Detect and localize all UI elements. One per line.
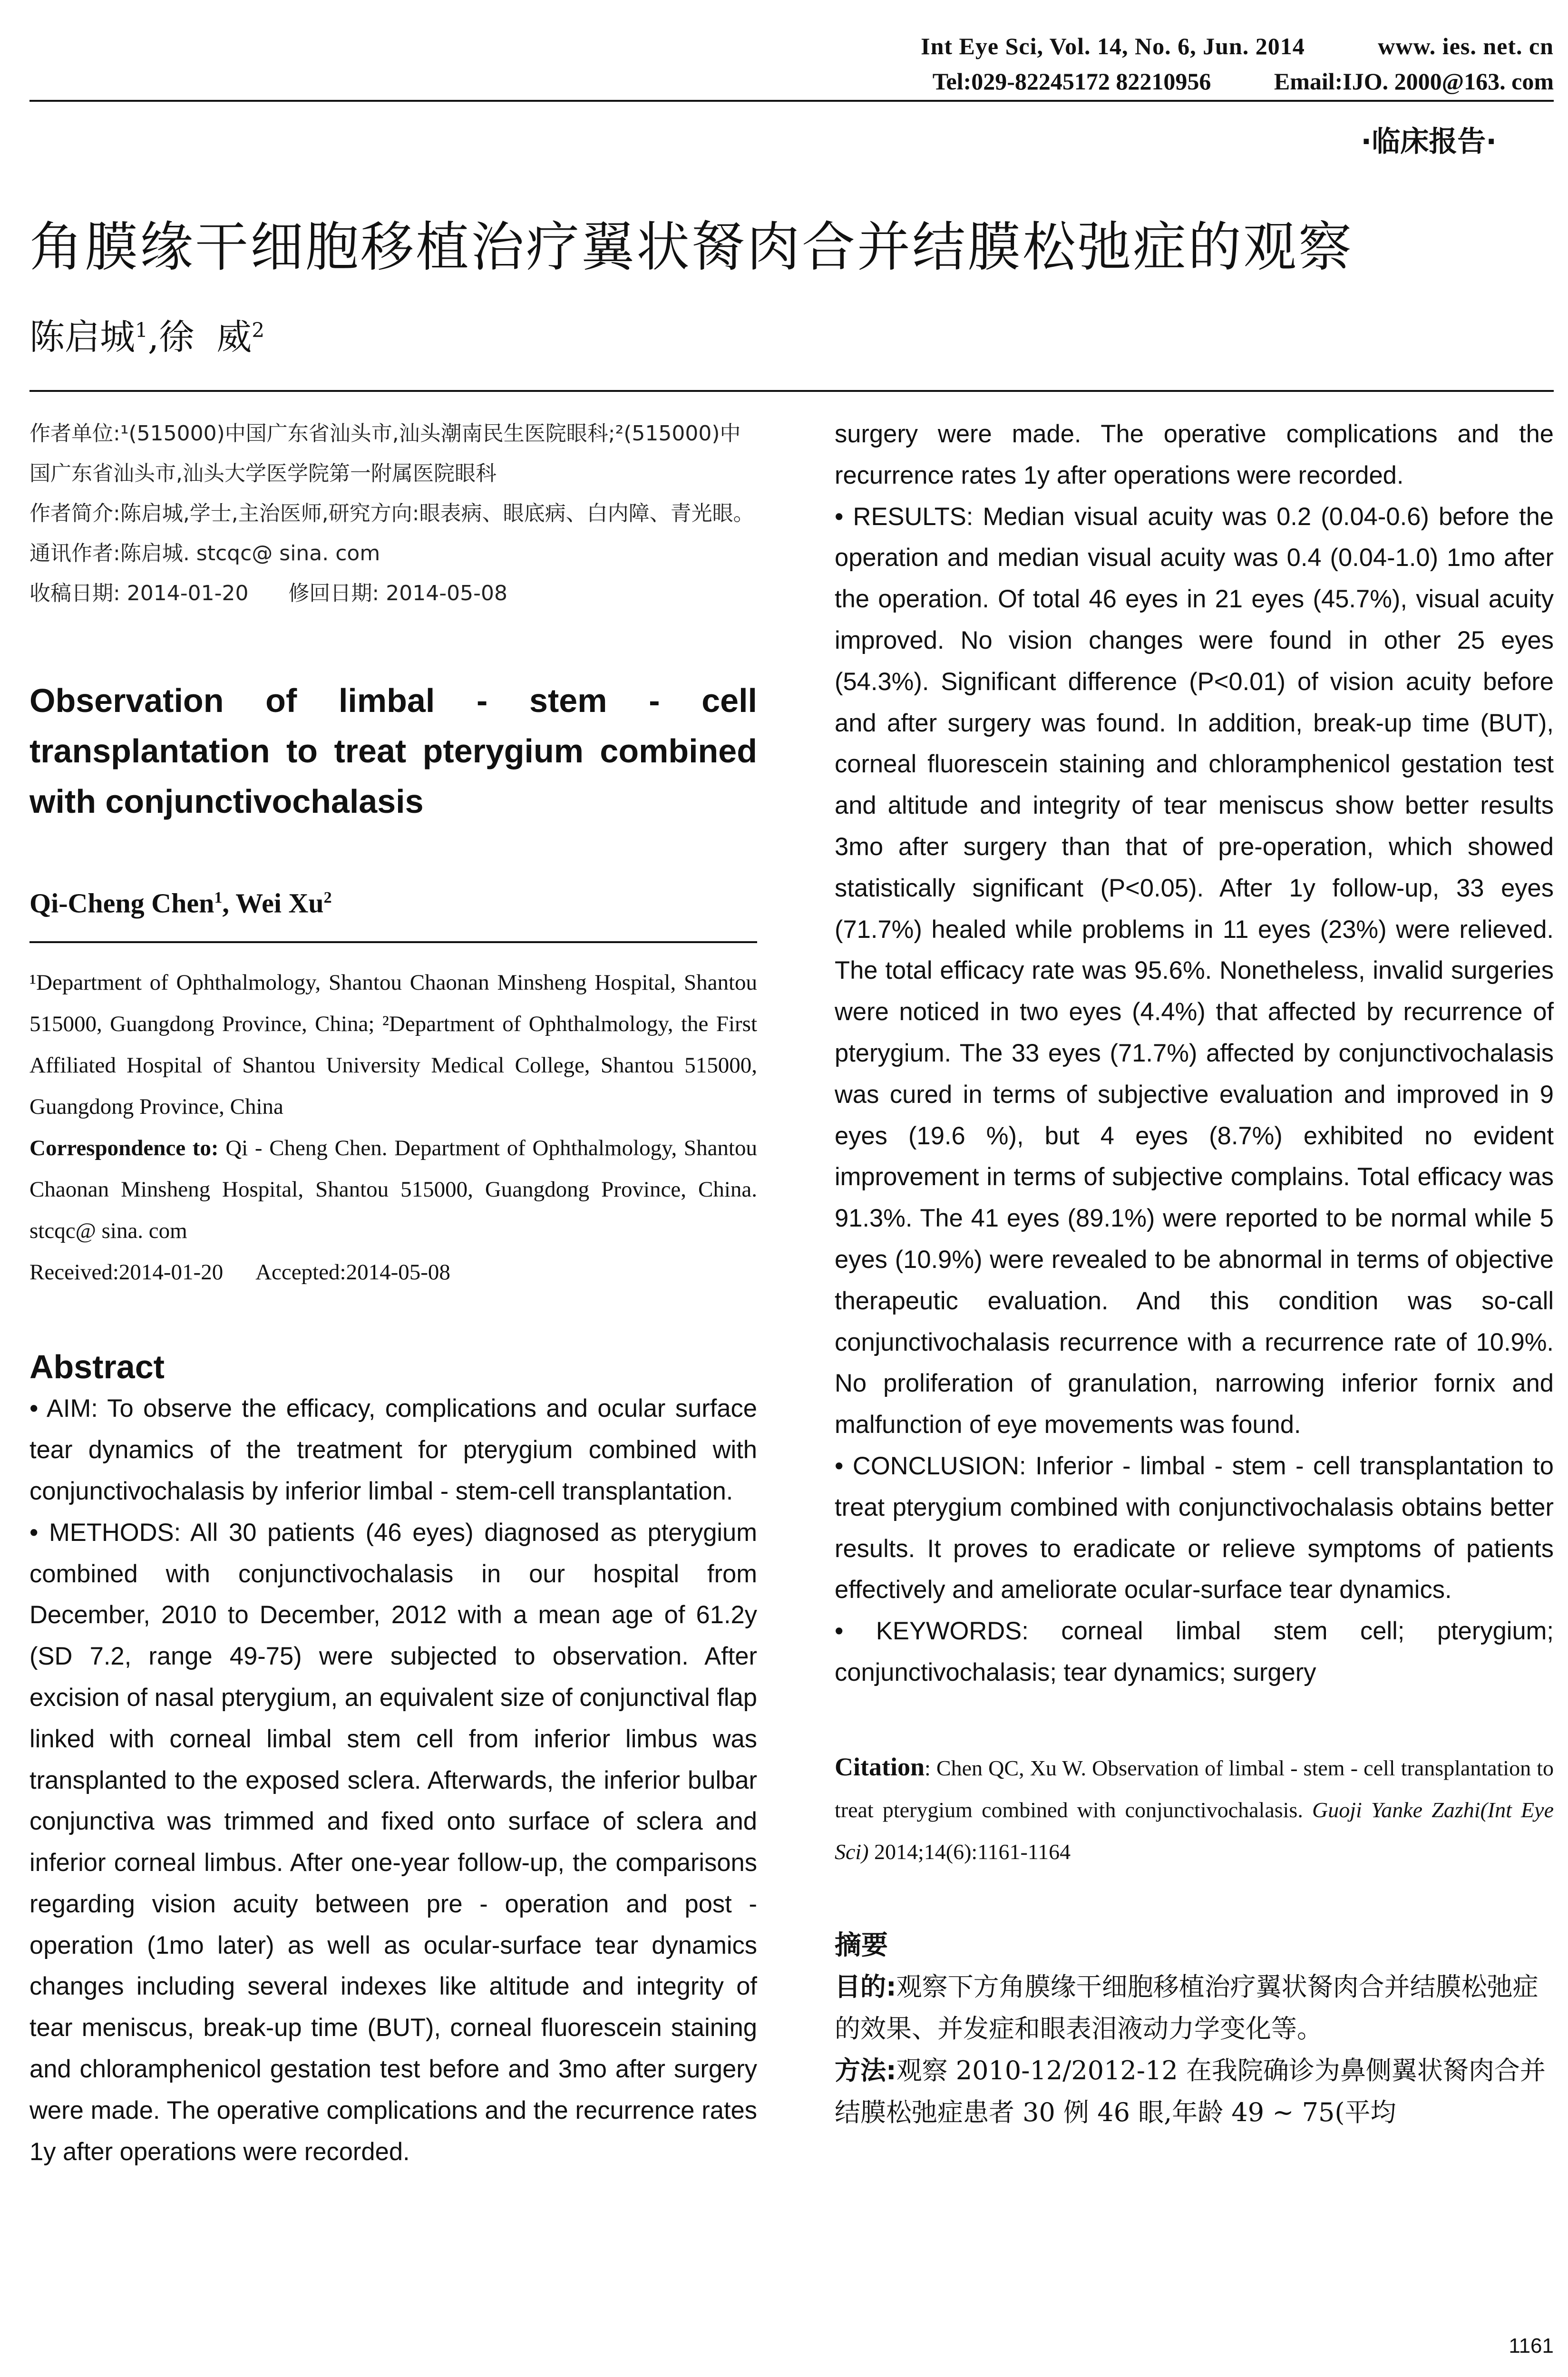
author-separator-en: , — [222, 887, 236, 919]
journal-header — [921, 32, 1554, 60]
methods-label-cn: 方法: — [835, 2055, 896, 2085]
methods-text-cn: 观察 2010-12/2012-12 在我院确诊为鼻侧翼状胬肉合并结膜松弛症患者 30 例 46 眼,年龄 49 ~ 75(平均 — [835, 2055, 1546, 2127]
correspondence-label: Correspondence to: — [29, 1136, 219, 1161]
header-divider — [29, 100, 1554, 102]
abstract-left — [29, 1388, 757, 2172]
authors-en — [29, 879, 757, 922]
abstract-keywords: • KEYWORDS: corneal limbal stem cell; pterygium; conjunctivochalasis; tear dynamics; surgery — [835, 1617, 1554, 1686]
departments-en: ¹Department of Ophthalmology, Shantou Chaonan Minsheng Hospital, Shantou 515000, Guangdong Province, China; ²Department of Ophthalmology, the First Affiliated Hospital of Shantou University Medical College, Shantou 515000, Guangdong Province, China — [29, 970, 757, 1120]
author-1-cn-sup: 1 — [135, 318, 148, 342]
aim-text-cn: 观察下方角膜缘干细胞移植治疗翼状胬肉合并结膜松弛症的效果、并发症和眼表泪液动力学变化等。 — [835, 1971, 1539, 2044]
affiliation-en — [29, 962, 757, 1293]
left-column — [29, 414, 757, 2172]
author-2-en-sup: 2 — [323, 889, 332, 906]
paper-title-en: Observation of limbal - stem - cell transplantation to treat pterygium combined with conjunctivochalasis — [29, 682, 757, 820]
author-2-cn: 徐 威 — [159, 317, 252, 358]
author-bio-cn: 作者简介:陈启城,学士,主治医师,研究方向:眼表病、眼底病、白内障、青光眼。 — [29, 501, 754, 526]
abstract-cn — [835, 1966, 1554, 2133]
citation-text: : Chen QC, Xu W. Observation of limbal - stem - cell transplantation to treat pterygium combined with conjunctivochalasis. — [835, 1755, 1554, 1822]
paper-title-cn: 角膜缘干细胞移植治疗翼状胬肉合并结膜松弛症的观察 — [29, 216, 1354, 278]
citation-label: Citation — [835, 1752, 925, 1781]
correspondence-text: Qi - Cheng Chen. Department of Ophthalmology, Shantou Chaonan Minsheng Hospital, Shantou 515000, Guangdong Province, China. stcqc@ sina. com — [29, 1136, 757, 1244]
page-number: 1161 — [1509, 2334, 1554, 2358]
journal-url[interactable]: www. ies. net. cn — [1378, 33, 1554, 59]
title-divider — [29, 390, 1554, 392]
author-2-en: Wei Xu — [235, 887, 324, 919]
abstract-conclusion: • CONCLUSION: Inferior - limbal - stem - cell transplantation to treat pterygium combined with conjunctivochalasis obtains better results. It proves to eradicate or relieve symptoms of patients effectively and ameliorate ocular-surface tear dynamics. — [835, 1452, 1554, 1604]
author-1-en: Qi-Cheng Chen — [29, 887, 214, 919]
corresponding-author-cn: 通讯作者:陈启城. stcqc@ sina. com — [29, 541, 380, 565]
abstract-methods-cn — [835, 2050, 1554, 2133]
affiliation-cn — [29, 414, 757, 614]
abstract-methods: • METHODS: All 30 patients (46 eyes) diagnosed as pterygium combined with conjunctivochalasis in our hospital from December, 2010 to December, 2012 with a mean age of 61.2y (SD 7.2, range 49-75) were subjected to observation. After excision of nasal pterygium, an equivalent size of conjunctival flap linked with corneal limbal stem cell from inferior limbus was transplanted to the exposed sclera. Afterwards, the inferior bulbar conjunctiva was trimmed and fixed onto surface of sclera and inferior corneal limbus. After one-year follow-up, the comparisons regarding vision acuity between pre - operation and post - operation (1mo later) as well as ocular-surface tear dynamics changes including several indexes like altitude and integrity of tear meniscus, break-up time (BUT), corneal fluorescein staining and chloramphenicol gestation test before and 3mo after surgery were made. The operative complications and the recurrence rates 1y after operations were recorded. — [29, 1518, 757, 2166]
author-1-cn: 陈启城 — [29, 317, 135, 358]
abstract-methods-cont: surgery were made. The operative complications and the recurrence rates 1y after operations were recorded. — [835, 420, 1554, 489]
author-separator-cn: , — [147, 317, 159, 358]
right-column — [835, 414, 1554, 2133]
abstract-aim: • AIM: To observe the efficacy, complications and ocular surface tear dynamics of the treatment for pterygium combined with conjunctivochalasis by inferior limbal - stem-cell transplantation. — [29, 1394, 757, 1505]
correspondence-en — [29, 1128, 757, 1252]
citation — [835, 1746, 1554, 1873]
author-1-en-sup: 1 — [214, 889, 223, 906]
abstract-right — [835, 414, 1554, 1694]
abstract-heading-cn: 摘要 — [835, 1929, 888, 1961]
received-accepted-en: Received:2014-01-20 Accepted:2014-05-08 — [29, 1260, 450, 1285]
journal-email[interactable]: Email:IJO. 2000@163. com — [1274, 68, 1554, 95]
journal-tel: Tel:029-82245172 82210956 — [932, 68, 1211, 95]
dates-cn: 收稿日期: 2014-01-20 修回日期: 2014-05-08 — [29, 581, 507, 605]
abstract-aim-cn — [835, 1966, 1554, 2050]
affiliation-divider — [29, 941, 757, 943]
abstract-results: • RESULTS: Median visual acuity was 0.2 (0.04-0.6) before the operation and median visual acuity was 0.4 (0.04-1.0) 1mo after the operation. Of total 46 eyes in 21 eyes (45.7%), visual acuity improved. No vision changes were found in other 25 eyes (54.3%). Significant difference (P<0.01) of vision acuity before and after surgery was found. In addition, break-up time (BUT), corneal fluorescein staining and chloramphenicol gestation test and altitude and integrity of tear meniscus show better results 3mo after surgery than that of pre-operation, which showed statistically significant (P<0.05). After 1y follow-up, 33 eyes (71.7%) healed while problems in 11 eyes (23%) were relieved. The total efficacy rate was 95.6%. Nonetheless, invalid surgeries were noticed in two eyes (4.4%) that affected by recurrence of pterygium. The 33 eyes (71.7%) affected by conjunctivochalasis was cured in terms of subjective evaluation and improved in 9 eyes (19.6 %), but 4 eyes (8.7%) exhibited no evident improvement in terms of subjective complains. Total efficacy was 91.3%. The 41 eyes (89.1%) were reported to be normal while 5 eyes (10.9%) were revealed to be abnormal in terms of objective therapeutic evaluation. And this condition was so-call conjunctivochalasis recurrence with a recurrence rate of 10.9%. No proliferation of granulation, narrowing inferior fornix and malfunction of eye movements was found. — [835, 502, 1554, 1439]
authors-cn — [29, 309, 264, 360]
journal-citation: Int Eye Sci, Vol. 14, No. 6, Jun. 2014 — [921, 33, 1305, 59]
citation-volume: 2014;14(6):1161-1164 — [868, 1839, 1071, 1864]
abstract-heading: Abstract — [29, 1348, 165, 1386]
section-label: ·临床报告· — [1361, 125, 1497, 158]
author-2-cn-sup: 2 — [252, 318, 265, 342]
journal-contact — [933, 68, 1554, 95]
author-units-cn: 作者单位:¹(515000)中国广东省汕头市,汕头潮南民生医院眼科;²(515000)中国广东省汕头市,汕头大学医学院第一附属医院眼科 — [29, 421, 741, 486]
citation-journal: Guoji Yanke Zazhi(Int Eye Sci) — [835, 1797, 1554, 1864]
aim-label-cn: 目的: — [835, 1971, 896, 2002]
